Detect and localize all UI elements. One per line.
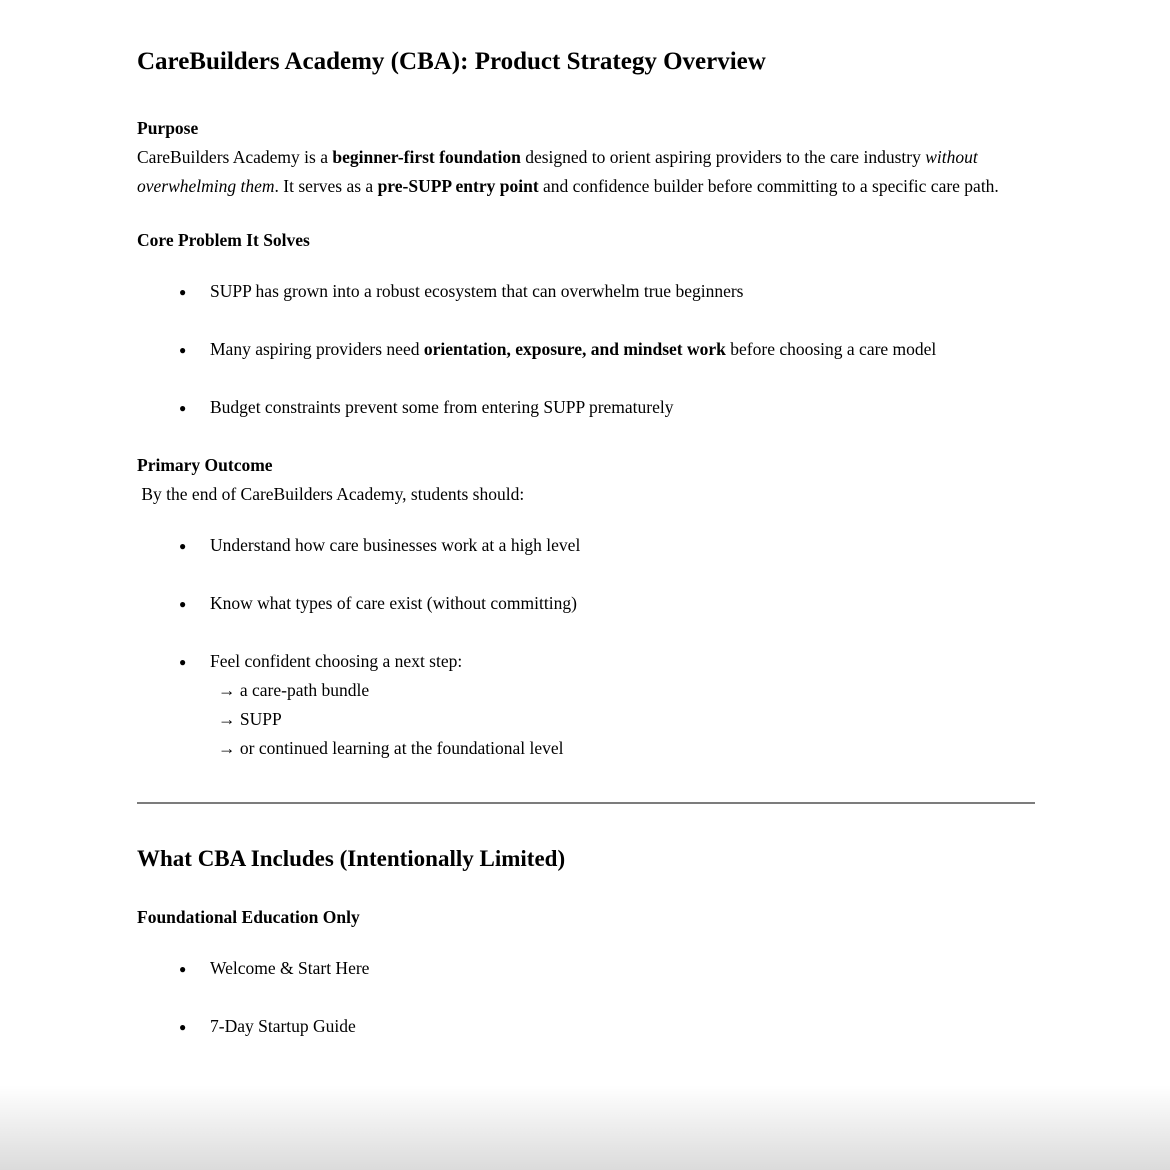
purpose-text: CareBuilders Academy is a (137, 147, 333, 167)
outcome-arrow-line-1: → a care-path bundle (218, 680, 370, 700)
purpose-text: and confidence builder before committing to a specific care path. (538, 176, 999, 196)
primary-outcome-list (137, 531, 1035, 763)
core-bullet-3: Budget constraints prevent some from entering SUPP prematurely (210, 397, 674, 417)
purpose-italic-without-overwhelming: without overwhelming them (137, 147, 978, 196)
primary-outcome-intro: By the end of CareBuilders Academy, students should: (137, 484, 525, 504)
core-bullet-2-text: Many aspiring providers need (210, 339, 424, 359)
outcome-arrow-line-3: → or continued learning at the foundational level (218, 738, 564, 758)
list-item (210, 335, 1035, 364)
core-problem-list (137, 277, 1035, 422)
outcome-bullet-2: Know what types of care exist (without committing) (210, 593, 577, 613)
heading-core-problem: Core Problem It Solves (137, 230, 310, 250)
document-title: CareBuilders Academy (CBA): Product Strategy Overview (137, 48, 766, 75)
document-page[interactable] (137, 0, 1035, 1070)
horizontal-rule (137, 802, 1035, 804)
purpose-bold-pre-supp: pre-SUPP entry point (377, 176, 539, 196)
outcome-arrow-line-2: → SUPP (218, 709, 282, 729)
list-item (210, 589, 1035, 618)
purpose-paragraph (137, 143, 1035, 201)
includes-bullet-2: 7-Day Startup Guide (210, 1016, 356, 1036)
core-bullet-2-text: before choosing a care model (725, 339, 937, 359)
heading-primary-outcome: Primary Outcome (137, 455, 273, 475)
heading-what-cba-includes: What CBA Includes (Intentionally Limited) (137, 846, 566, 871)
heading-purpose: Purpose (137, 118, 199, 138)
list-item (210, 1012, 1035, 1041)
outcome-bullet-3: ● Feel confident choosing a next step: (210, 651, 463, 671)
list-item (210, 531, 1035, 560)
purpose-text: designed to orient aspiring providers to the care industry (520, 147, 926, 167)
list-item (210, 954, 1035, 983)
list-item (210, 277, 1035, 306)
includes-bullet-1: Welcome & Start Here (210, 958, 370, 978)
heading-foundational-education: Foundational Education Only (137, 907, 360, 927)
list-item (210, 393, 1035, 422)
outcome-bullet-1: Understand how care businesses work at a high level (210, 535, 581, 555)
purpose-bold-beginner-first: beginner-first foundation (332, 147, 521, 167)
core-bullet-1: SUPP has grown into a robust ecosystem that can overwhelm true beginners (210, 281, 744, 301)
list-item (210, 647, 1035, 763)
bottom-fade-shadow (0, 1085, 1170, 1170)
includes-list (137, 954, 1035, 1041)
core-bullet-2-bold: orientation, exposure, and mindset work (423, 339, 726, 359)
purpose-text: . It serves as a (274, 176, 378, 196)
